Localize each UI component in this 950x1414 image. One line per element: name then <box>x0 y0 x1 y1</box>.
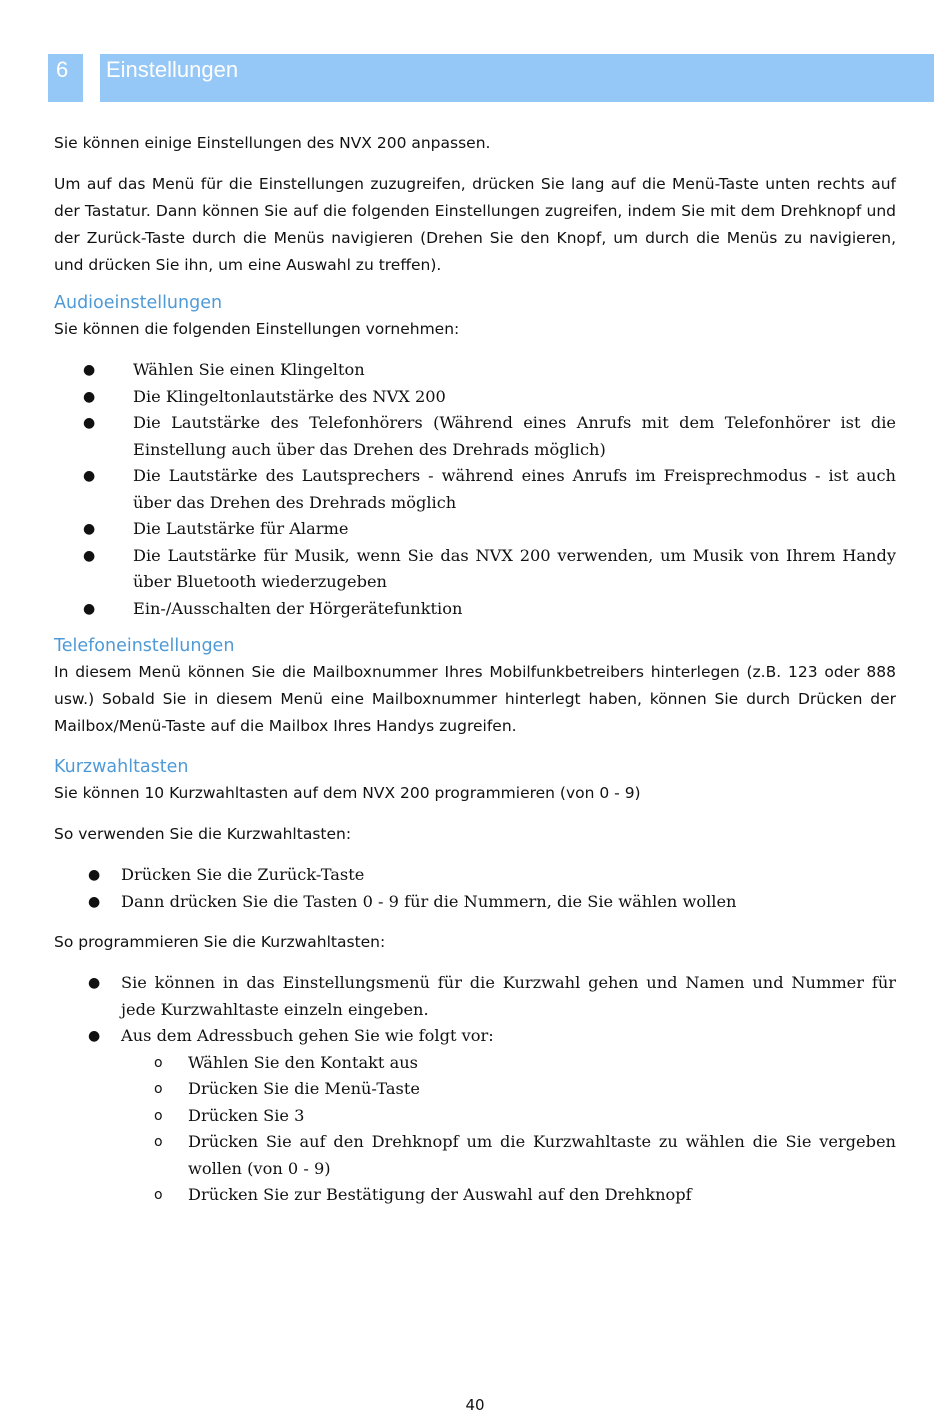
page-number: 40 <box>465 1396 485 1414</box>
list-item: ● Ein-/Ausschalten der Hörgerätefunktion <box>54 596 896 623</box>
list-item: o Drücken Sie die Menü-Taste <box>54 1076 896 1103</box>
intro-paragraph-1: Sie können einige Einstellungen des NVX 200 anpassen. <box>54 134 491 152</box>
bullet-icon: ● <box>83 547 96 564</box>
list-item: ● Wählen Sie einen Klingelton <box>54 357 896 384</box>
list-item: ● Die Lautstärke für Alarme <box>54 516 896 543</box>
bullet-icon: ● <box>88 867 101 883</box>
audio-list <box>54 357 896 622</box>
list-item: o Drücken Sie zur Bestätigung der Auswahl auf den Drehknopf <box>54 1182 896 1209</box>
circle-bullet-icon: o <box>154 1134 163 1150</box>
list-item: ● Dann drücken Sie die Tasten 0 - 9 für die Nummern, die Sie wählen wollen <box>54 889 896 916</box>
chapter-title-bar <box>100 54 934 102</box>
speed-dial-text: Sie können 10 Kurzwahltasten auf dem NVX 200 programmieren (von 0 - 9) <box>54 784 641 802</box>
bullet-icon: ● <box>88 1028 101 1044</box>
list-item: ● Drücken Sie die Zurück-Taste <box>54 862 896 889</box>
phone-text: In diesem Menü können Sie die Mailboxnummer Ihres Mobilfunkbetreibers hinterlegen (z.B. 123 oder 888 usw.) Sobald Sie in diesem Menü eine Mailboxnummer hinterlegt haben, können Sie durch Drücken der Mailbox/Menü-Taste auf die Mailbox Ihres Handys zugreifen. <box>54 663 896 735</box>
circle-bullet-icon: o <box>154 1054 163 1071</box>
list-item: ● Die Lautstärke des Telefonhörers (Während eines Anrufs mit dem Telefonhörer ist die Einstellung auch über das Drehen des Drehrads möglich) <box>54 410 896 463</box>
list-item: ● Aus dem Adressbuch gehen Sie wie folgt vor: <box>54 1023 896 1050</box>
section-heading-phone: Telefoneinstellungen <box>54 636 235 656</box>
list-item: o Drücken Sie auf den Drehknopf um die Kurzwahltaste zu wählen die Sie vergeben wollen (von 0 - 9) <box>54 1129 896 1182</box>
list-item: ● Die Lautstärke des Lautsprechers - während eines Anrufs im Freisprechmodus - ist auch über das Drehen des Drehrads möglich <box>54 463 896 516</box>
bullet-icon: ● <box>83 468 96 484</box>
speed-dial-sub-list <box>54 1050 896 1209</box>
bullet-icon: ● <box>83 388 96 405</box>
section-heading-speed-dial: Kurzwahltasten <box>54 757 189 777</box>
chapter-number-box <box>48 54 83 102</box>
speed-dial-prog-lead: So programmieren Sie die Kurzwahltasten: <box>54 933 386 951</box>
section-heading-audio: Audioeinstellungen <box>54 293 223 313</box>
list-item: ● Sie können in das Einstellungsmenü für die Kurzwahl gehen und Namen und Nummer für jede Kurzwahltaste einzeln eingeben. <box>54 970 896 1023</box>
audio-lead: Sie können die folgenden Einstellungen vornehmen: <box>54 320 460 338</box>
bullet-icon: ● <box>83 521 96 537</box>
list-item: ● Die Klingeltonlautstärke des NVX 200 <box>54 384 896 411</box>
circle-bullet-icon: o <box>154 1081 163 1097</box>
list-item: ● Die Lautstärke für Musik, wenn Sie das NVX 200 verwenden, um Musik von Ihrem Handy über Bluetooth wiederzugeben <box>54 543 896 596</box>
speed-dial-prog-list <box>54 970 896 1050</box>
chapter-title: Einstellungen <box>106 57 239 82</box>
bullet-icon: ● <box>88 893 101 910</box>
speed-dial-use-list <box>54 862 896 915</box>
bullet-icon: ● <box>83 362 96 378</box>
bullet-icon: ● <box>83 415 96 431</box>
list-item: o Wählen Sie den Kontakt aus <box>54 1050 896 1077</box>
bullet-icon: ● <box>88 975 101 991</box>
intro-paragraph-2: Um auf das Menü für die Einstellungen zuzugreifen, drücken Sie lang auf die Menü-Taste unten rechts auf der Tastatur. Dann können Sie auf die folgenden Einstellungen zugreifen, indem Sie mit dem Drehknopf und der Zurück-Taste durch die Menüs navigieren (Drehen Sie den Knopf, um durch die Menüs zu navigieren, und drücken Sie ihn, um eine Auswahl zu treffen). <box>54 175 896 274</box>
circle-bullet-icon: o <box>154 1107 163 1124</box>
list-item: o Drücken Sie 3 <box>54 1103 896 1130</box>
circle-bullet-icon: o <box>154 1187 163 1203</box>
bullet-icon: ● <box>83 600 96 617</box>
speed-dial-use-lead: So verwenden Sie die Kurzwahltasten: <box>54 825 352 843</box>
chapter-number: 6 <box>56 57 69 82</box>
page-content <box>54 130 896 1209</box>
